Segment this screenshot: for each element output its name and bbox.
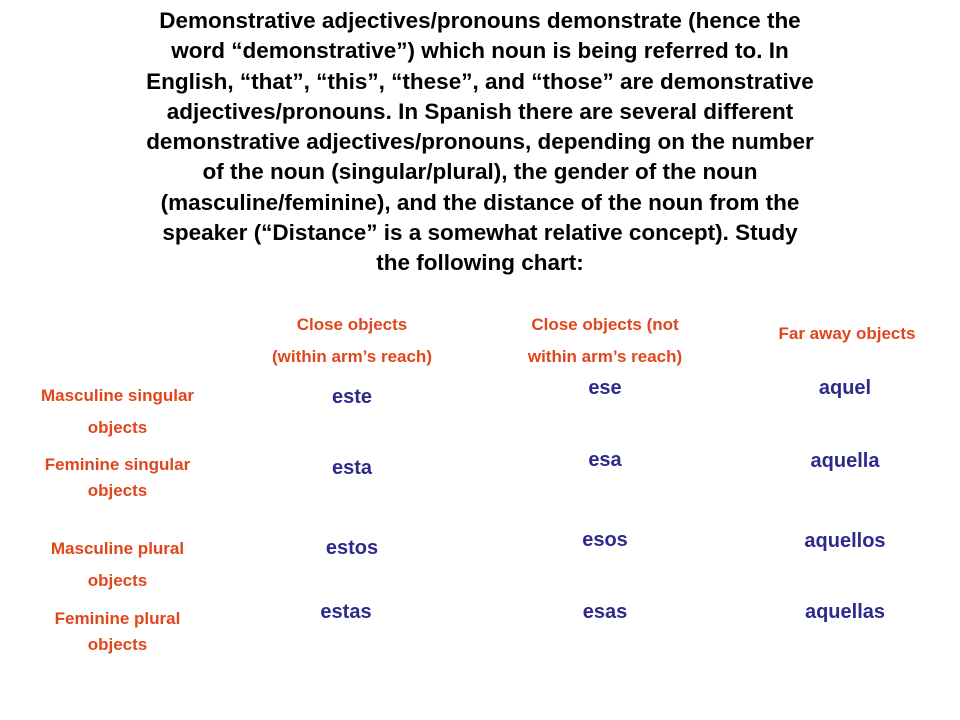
intro-line: adjectives/pronouns. In Spanish there are several different [166, 98, 794, 124]
row-label-line: Feminine plural [54, 609, 181, 628]
value-masculine-singular-far: aquel [818, 377, 872, 399]
intro-line: of the noun (singular/plural), the gender of the noun [202, 159, 758, 185]
value-masculine-plural-close-not-reach: esos [582, 529, 628, 551]
intro-paragraph [60, 6, 900, 279]
column-header-close-not-reach [500, 309, 710, 373]
value-feminine-plural-far: aquellas [804, 601, 886, 623]
value-feminine-singular-close: esta [331, 457, 373, 479]
value-feminine-plural-close-not-reach: esas [582, 601, 628, 623]
row-label-line: objects [87, 571, 148, 590]
row-label-feminine-plural [15, 606, 220, 658]
intro-line: speaker (“Distance” is a somewhat relative concept). Study [162, 220, 798, 246]
row-label-masculine-plural [15, 533, 220, 597]
column-header-close [247, 309, 457, 373]
intro-line: demonstrative adjectives/pronouns, depending on the number [146, 129, 814, 155]
value-masculine-plural-close: estos [325, 537, 379, 559]
intro-line: (masculine/feminine), and the distance of the noun from the [160, 189, 800, 215]
intro-line: English, “that”, “this”, “these”, and “those” are demonstrative [146, 68, 814, 94]
column-header-far [752, 318, 942, 350]
row-label-masculine-singular [15, 380, 220, 444]
row-label-feminine-singular [15, 452, 220, 504]
value-masculine-plural-far: aquellos [804, 530, 886, 552]
value-feminine-singular-close-not-reach: esa [588, 449, 622, 471]
column-header-line: Far away objects [778, 324, 916, 343]
column-header-line: Close objects [296, 315, 408, 334]
value-masculine-singular-close: este [331, 386, 373, 408]
value-feminine-plural-close: estas [320, 601, 372, 623]
row-label-line: objects [87, 418, 148, 437]
value-feminine-singular-far: aquella [810, 450, 880, 472]
row-label-line: Feminine singular [44, 455, 191, 474]
column-header-line: within arm’s reach) [527, 347, 683, 366]
row-label-line: Masculine plural [50, 539, 185, 558]
row-label-line: objects [87, 635, 148, 654]
row-label-line: objects [87, 481, 148, 500]
value-masculine-singular-close-not-reach: ese [588, 377, 622, 399]
intro-line: word “demonstrative”) which noun is being referred to. In [171, 38, 789, 64]
row-label-line: Masculine singular [40, 386, 195, 405]
intro-line: the following chart: [376, 250, 584, 276]
intro-line: Demonstrative adjectives/pronouns demonstrate (hence the [159, 8, 801, 33]
column-header-line: Close objects (not [531, 315, 679, 334]
column-header-line: (within arm’s reach) [272, 347, 432, 366]
